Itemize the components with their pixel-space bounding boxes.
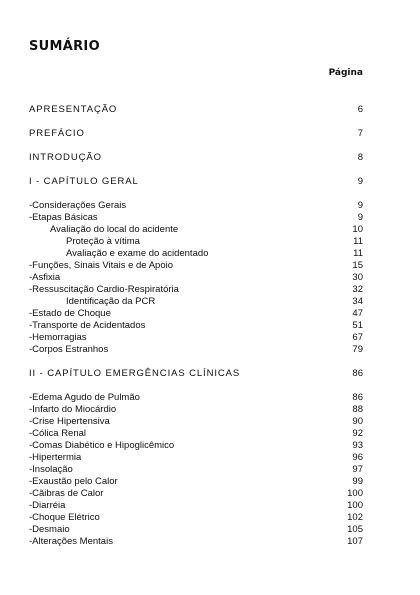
toc-entry[interactable] [29, 332, 363, 344]
toc-entry-label: -Choque Elétrico [29, 512, 100, 523]
toc-entry-page: 30 [352, 272, 363, 283]
toc-section-apresentacao[interactable] [29, 104, 363, 116]
toc-section-prefacio[interactable] [29, 128, 363, 140]
toc-entry-page: 105 [347, 524, 363, 535]
toc-section-introducao[interactable] [29, 152, 363, 164]
toc-entry-page: 10 [352, 224, 363, 235]
toc-section-capitulo-geral[interactable] [29, 176, 363, 188]
toc-entry-label: -Hipertermia [29, 452, 82, 463]
toc-entry-label: -Funções, Sinais Vitais e de Apoio [29, 260, 173, 271]
toc-entry-page: 96 [352, 452, 363, 463]
toc-entry-label: APRESENTAÇÃO [29, 104, 118, 115]
page-title: SUMÁRIO [29, 39, 100, 54]
toc-entry-label: -Asfixia [29, 272, 61, 283]
toc-subentry[interactable] [29, 248, 363, 260]
toc-entry-label: -Insolação [29, 464, 73, 475]
toc-entry-page: 67 [352, 332, 363, 343]
toc-subentry[interactable] [29, 236, 363, 248]
toc-entry-page: 88 [352, 404, 363, 415]
toc-entry[interactable] [29, 212, 363, 224]
toc-entry-page: 6 [357, 104, 363, 115]
toc-entry-label: -Desmaio [29, 524, 70, 535]
toc-entry-page: 32 [352, 284, 363, 295]
toc-entry-page: 100 [347, 488, 363, 499]
toc-entry-label: -Cólica Renal [29, 428, 87, 439]
toc-entry[interactable] [29, 344, 363, 356]
toc-entry[interactable] [29, 272, 363, 284]
toc-entry-page: 92 [352, 428, 363, 439]
toc-entry[interactable] [29, 428, 363, 440]
toc-entry[interactable] [29, 260, 363, 272]
toc-entry-page: 100 [347, 500, 363, 511]
toc-entry-page: 97 [352, 464, 363, 475]
toc-entry[interactable] [29, 500, 363, 512]
toc-entry-label: INTRODUÇÃO [29, 152, 102, 163]
toc-entry[interactable] [29, 404, 363, 416]
toc-entry-page: 86 [352, 368, 363, 379]
toc-entry-page: 47 [352, 308, 363, 319]
toc-entry-label: Avaliação e exame do acidentado [66, 248, 209, 259]
toc-entry-page: 51 [352, 320, 363, 331]
toc-entry[interactable] [29, 524, 363, 536]
toc-subentry[interactable] [29, 224, 363, 236]
toc-entry-label: PREFÁCIO [29, 128, 85, 139]
toc-entry[interactable] [29, 416, 363, 428]
toc-entry-page: 90 [352, 416, 363, 427]
toc-entry[interactable] [29, 452, 363, 464]
toc-entry[interactable] [29, 536, 363, 548]
toc-entry-label: Avaliação do local do acidente [50, 224, 179, 235]
toc-entry-page: 86 [352, 392, 363, 403]
toc-entry[interactable] [29, 440, 363, 452]
toc-entry-label: -Hemorragias [29, 332, 87, 343]
toc-entry[interactable] [29, 392, 363, 404]
toc-entry-page: 9 [357, 176, 363, 187]
toc-entry-page: 8 [357, 152, 363, 163]
toc-entry-page: 107 [347, 536, 363, 547]
toc-entry-label: I - CAPÍTULO GERAL [29, 176, 139, 187]
toc-entry-label: -Comas Diabético e Hipoglicêmico [29, 440, 175, 451]
toc-entry[interactable] [29, 320, 363, 332]
toc-entry-page: 79 [352, 344, 363, 355]
toc-entry-label: -Ressuscitação Cardio-Respiratória [29, 284, 179, 295]
toc-entry-label: Identificação da PCR [66, 296, 156, 307]
toc-entry-label: -Alterações Mentais [29, 536, 113, 547]
toc-entry[interactable] [29, 464, 363, 476]
toc-entry-page: 99 [352, 476, 363, 487]
toc-entry-page: 15 [352, 260, 363, 271]
toc-entry-label: -Exaustão pelo Calor [29, 476, 118, 487]
toc-entry[interactable] [29, 476, 363, 488]
toc-entry[interactable] [29, 488, 363, 500]
toc-entry-label: -Transporte de Acidentados [29, 320, 146, 331]
toc-section-capitulo-emergencias[interactable] [29, 368, 363, 380]
toc-entry-label: -Diarréia [29, 500, 66, 511]
toc-entry[interactable] [29, 512, 363, 524]
toc-entry-page: 93 [352, 440, 363, 451]
toc-subentry[interactable] [29, 296, 363, 308]
toc-entry-label: -Estado de Choque [29, 308, 111, 319]
toc-entry-label: -Edema Agudo de Pulmão [29, 392, 140, 403]
toc-entry-label: -Etapas Básicas [29, 212, 98, 223]
page-column-header: Página [328, 68, 363, 78]
toc-entry-label: -Corpos Estranhos [29, 344, 109, 355]
toc-entry[interactable] [29, 308, 363, 320]
toc-entry-page: 102 [347, 512, 363, 523]
toc-entry-page: 9 [357, 212, 363, 223]
toc-entry[interactable] [29, 200, 363, 212]
toc-entry-page: 9 [357, 200, 363, 211]
toc-entry-page: 11 [353, 248, 363, 259]
toc-entry-label: -Cãibras de Calor [29, 488, 104, 499]
toc-entry-page: 11 [353, 236, 363, 247]
toc-entry[interactable] [29, 284, 363, 296]
toc-entry-label: -Infarto do Miocárdio [29, 404, 117, 415]
toc-entry-label: -Considerações Gerais [29, 200, 127, 211]
toc-entry-label: -Crise Hipertensiva [29, 416, 110, 427]
toc-entry-label: II - CAPÍTULO EMERGÊNCIAS CLÍNICAS [29, 368, 241, 379]
toc-entry-page: 7 [357, 128, 363, 139]
toc-entry-page: 34 [352, 296, 363, 307]
toc-entry-label: Proteção à vítima [66, 236, 140, 247]
